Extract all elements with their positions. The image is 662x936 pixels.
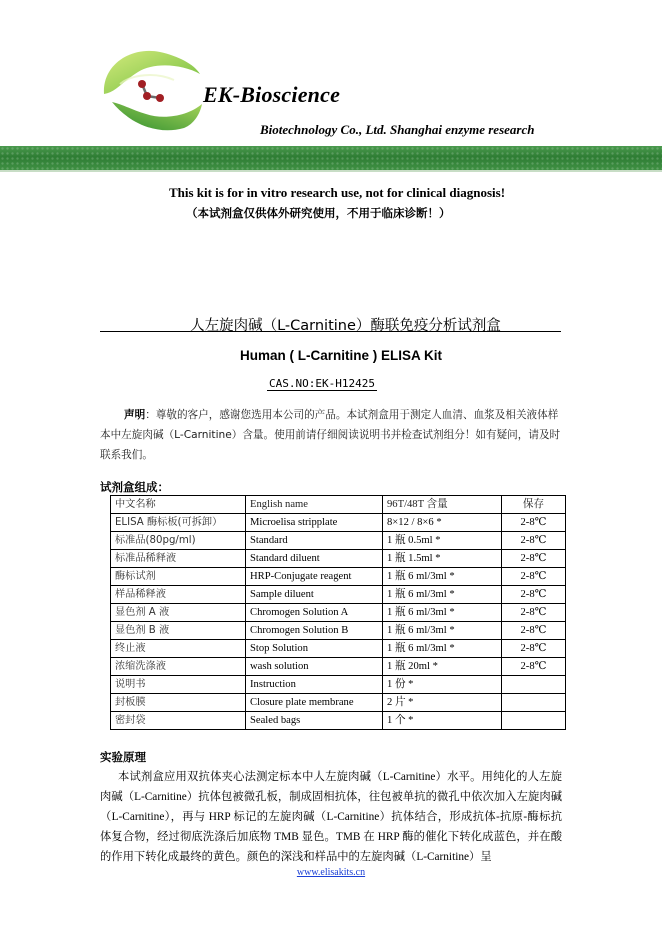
table-cell: Chromogen Solution B	[246, 622, 383, 640]
table-cell: 1 瓶 6 ml/3ml *	[383, 622, 502, 640]
table-cell: 1 瓶 0.5ml *	[383, 532, 502, 550]
table-cell	[502, 712, 566, 730]
table-cell: 密封袋	[111, 712, 246, 730]
table-cell: 1 瓶 6 ml/3ml *	[383, 640, 502, 658]
principle-section-title: 实验原理	[100, 750, 146, 764]
table-cell: 2-8℃	[502, 640, 566, 658]
column-header: 96T/48T 含量	[383, 496, 502, 514]
table-cell: 酶标试剂	[111, 568, 246, 586]
table-cell: Standard diluent	[246, 550, 383, 568]
table-cell: Instruction	[246, 676, 383, 694]
table-row	[111, 712, 566, 730]
table-cell: 2-8℃	[502, 568, 566, 586]
table-cell: 说明书	[111, 676, 246, 694]
table-row	[111, 622, 566, 640]
header-divider	[0, 170, 662, 172]
column-header: English name	[246, 496, 383, 514]
table-cell: 1 瓶 6 ml/3ml *	[383, 604, 502, 622]
table-cell: 封板膜	[111, 694, 246, 712]
kit-components-table	[110, 495, 566, 730]
footer-link[interactable]: www.elisakits.cn	[296, 867, 366, 878]
table-cell: Closure plate membrane	[246, 694, 383, 712]
table-row	[111, 604, 566, 622]
table-cell: 样品稀释液	[111, 586, 246, 604]
table-cell: ELISA 酶标板(可拆卸）	[111, 514, 246, 532]
catalog-number: CAS.NO:EK-H12425	[269, 377, 375, 390]
table-cell: Sealed bags	[246, 712, 383, 730]
table-cell: 1 瓶 1.5ml *	[383, 550, 502, 568]
table-row	[111, 640, 566, 658]
table-row	[111, 550, 566, 568]
table-cell: 标准品稀释液	[111, 550, 246, 568]
title-chinese: 人左旋肉碱（L-Carnitine）酶联免疫分析试剂盒	[100, 314, 561, 332]
table-row	[111, 514, 566, 532]
notice-english: This kit is for in vitro research use, not for clinical diagnosis!	[168, 185, 506, 200]
table-cell: Sample diluent	[246, 586, 383, 604]
kit-section-title: 试剂盒组成：	[100, 480, 169, 494]
table-cell: 显色剂 A 液	[111, 604, 246, 622]
table-cell: Chromogen Solution A	[246, 604, 383, 622]
notice-chinese: （本试剂盒仅供体外研究使用，不用于临床诊断！）	[186, 206, 451, 220]
table-cell: Standard	[246, 532, 383, 550]
table-cell: 2-8℃	[502, 550, 566, 568]
header-bar-texture	[0, 146, 662, 170]
table-cell: 2 片 *	[383, 694, 502, 712]
declaration-label: 声明	[124, 409, 146, 421]
table-cell: 8×12 / 8×6 *	[383, 514, 502, 532]
table-cell: 2-8℃	[502, 658, 566, 676]
declaration-text: ：尊敬的客户，感谢您选用本公司的产品。本试剂盒用于测定人血清、血浆及相关液体样本中左旋肉碱（L-Carnitine）含量。使用前请仔细阅读说明书并检查试剂组分！如有疑问，请及时联系我们。	[100, 409, 561, 461]
table-cell: HRP-Conjugate reagent	[246, 568, 383, 586]
table-cell: 2-8℃	[502, 514, 566, 532]
table-cell: 终止液	[111, 640, 246, 658]
table-header-row	[111, 496, 566, 514]
table-row	[111, 532, 566, 550]
table-cell: 2-8℃	[502, 622, 566, 640]
table-cell: 2-8℃	[502, 586, 566, 604]
table-cell: wash solution	[246, 658, 383, 676]
table-cell: 标准品(80pg/ml)	[111, 532, 246, 550]
table-row	[111, 676, 566, 694]
table-cell: 1 瓶 6 ml/3ml *	[383, 568, 502, 586]
table-cell: Stop Solution	[246, 640, 383, 658]
table-cell: Microelisa stripplate	[246, 514, 383, 532]
table-cell: 1 个 *	[383, 712, 502, 730]
title-english: Human ( L-Carnitine ) ELISA Kit	[240, 348, 442, 363]
principle-paragraph: 本试剂盒应用双抗体夹心法测定标本中人左旋肉碱（L-Carnitine）水平。用纯化的人左旋肉碱（L-Carnitine）抗体包被微孔板，制成固相抗体，往包被单抗的微孔中依次加入左旋肉碱（L-Carnitine），再与 HRP 标记的左旋肉碱（L-Carnitine）抗体结合，形成抗体-抗原-酶标抗体复合物，经过彻底洗涤后加底物 TMB 显色。TMB 在 HRP 酶的催化下转化成蓝色，并在酸的作用下转化成最终的黄色。颜色的深浅和样品中的左旋肉碱（L-Carnitine）呈	[100, 771, 562, 863]
table-row	[111, 586, 566, 604]
table-cell: 1 瓶 6 ml/3ml *	[383, 586, 502, 604]
table-cell: 显色剂 B 液	[111, 622, 246, 640]
table-cell: 浓缩洗涤液	[111, 658, 246, 676]
table-cell	[502, 694, 566, 712]
column-header: 保存	[502, 496, 566, 514]
table-cell	[502, 676, 566, 694]
footer	[0, 867, 662, 878]
brand-name: EK-Bioscience	[203, 82, 341, 107]
table-cell: 2-8℃	[502, 532, 566, 550]
table-cell: 1 份 *	[383, 676, 502, 694]
brand-tagline: Biotechnology Co., Ltd. Shanghai enzyme research	[260, 122, 535, 137]
declaration-paragraph	[100, 405, 562, 465]
table-cell: 1 瓶 20ml *	[383, 658, 502, 676]
table-row	[111, 658, 566, 676]
table-row	[111, 568, 566, 586]
company-logo	[98, 44, 202, 140]
table-cell: 2-8℃	[502, 604, 566, 622]
column-header: 中文名称	[111, 496, 246, 514]
table-row	[111, 694, 566, 712]
